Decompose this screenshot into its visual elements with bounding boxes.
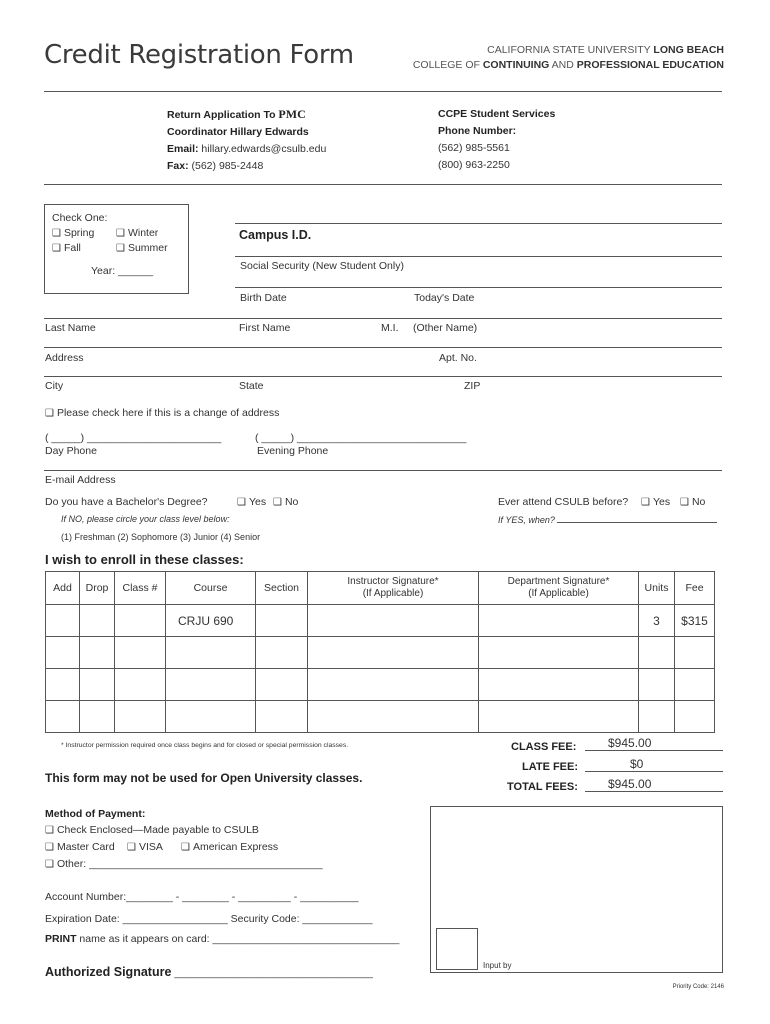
campus-id-label: Campus I.D. [239,228,312,242]
expiration-security-field[interactable]: Expiration Date: __________________ Security Code: ____________ [45,913,373,925]
input-by-box [436,928,478,970]
zip-label: ZIP [464,380,481,392]
fee-cell[interactable]: $315 [675,605,715,637]
ssn-label: Social Security (New Student Only) [240,260,404,272]
input-by-label: Input by [483,961,512,970]
page-title: Credit Registration Form [44,40,354,70]
bachelor-no-checkbox[interactable]: ❑ No [273,496,298,508]
birth-date-label: Birth Date [240,292,287,304]
campus-id-line [235,223,722,224]
last-name-label: Last Name [45,322,96,334]
payment-title: Method of Payment: [45,808,146,820]
email-line [44,470,722,471]
account-number-field[interactable]: Account Number:________ - ________ - _________ - __________ [45,891,359,903]
table-row [46,701,715,733]
if-yes-note: If YES, when? [498,514,717,525]
col-class-number: Class # [115,572,166,605]
table-row [46,637,715,669]
first-name-label: First Name [239,322,291,334]
evening-phone-label: Evening Phone [257,445,329,457]
total-fees-field[interactable]: $945.00 [585,777,723,792]
header-divider [44,91,722,92]
address-label: Address [45,352,84,364]
apt-label: Apt. No. [439,352,477,364]
bachelor-question: Do you have a Bachelor's Degree? [45,496,208,508]
col-instructor-signature: Instructor Signature* (If Applicable) [308,572,479,605]
table-footnote: * Instructor permission required once class begins and for closed or special permission classes. [61,742,349,749]
bachelor-yes-checkbox[interactable]: ❑ Yes [237,496,266,508]
col-units: Units [639,572,675,605]
winter-checkbox[interactable]: ❑ Winter [116,227,158,239]
email-label: E-mail Address [45,474,116,486]
ssn-line [235,256,722,257]
day-phone-label: Day Phone [45,445,97,457]
check-one-label: Check One: [52,212,108,224]
city-line [44,376,722,377]
col-department-signature: Department Signature* (If Applicable) [479,572,639,605]
student-services-info: CCPE Student Services Phone Number: (562) 985-5561 (800) 963-2250 [438,108,556,171]
spring-checkbox[interactable]: ❑ Spring [52,227,94,239]
col-course: Course [166,572,256,605]
attend-question: Ever attend CSULB before? [498,496,629,508]
birth-date-line [235,287,722,288]
if-no-note: If NO, please circle your class level below: [61,514,230,524]
late-fee-field[interactable]: $0 [585,757,723,772]
other-name-label: (Other Name) [413,322,478,334]
address-line [44,347,722,348]
todays-date-label: Today's Date [414,292,475,304]
year-field[interactable]: Year: ______ [91,265,154,277]
enroll-heading: I wish to enroll in these classes: [45,552,244,567]
course-cell[interactable]: CRJU 690 [166,605,256,637]
attend-no-checkbox[interactable]: ❑ No [680,496,705,508]
contact-divider [44,184,722,185]
class-levels[interactable]: (1) Freshman (2) Sophomore (3) Junior (4) Senior [61,532,261,542]
other-payment-checkbox[interactable]: ❑ Other: ________________________________________ [45,858,323,870]
print-name-field[interactable]: PRINT name as it appears on card: ________________________________ [45,933,400,945]
attend-yes-checkbox[interactable]: ❑ Yes [641,496,670,508]
col-fee: Fee [675,572,715,605]
university-name: CALIFORNIA STATE UNIVERSITY LONG BEACH COLLEGE OF CONTINUING AND PROFESSIONAL EDUCATION [412,44,724,71]
authorized-signature-field[interactable]: Authorized Signature __________________________________ [45,965,373,979]
state-label: State [239,380,264,392]
city-label: City [45,380,64,392]
table-row [46,605,715,637]
mi-label: M.I. [381,322,399,334]
col-section: Section [256,572,308,605]
return-info: Return Application To PMC Coordinator Hillary Edwards Email: hillary.edwards@csulb.edu Fax: (562) 985-2448 [167,107,327,172]
evening-phone-field[interactable]: ( _____) _____________________________ [255,432,467,444]
amex-checkbox[interactable]: ❑ American Express [181,841,278,853]
day-phone-field[interactable]: ( _____) _______________________ [45,432,222,444]
table-row [46,669,715,701]
col-drop: Drop [80,572,115,605]
name-line [44,318,722,319]
total-fees-label: TOTAL FEES: [507,781,578,793]
col-add: Add [46,572,80,605]
summer-checkbox[interactable]: ❑ Summer [116,242,168,254]
class-fee-field[interactable]: $945.00 [585,736,723,751]
visa-checkbox[interactable]: ❑ VISA [127,841,163,853]
mastercard-checkbox[interactable]: ❑ Master Card [45,841,115,853]
attend-when-field[interactable] [557,514,717,523]
class-fee-label: CLASS FEE: [511,741,577,753]
change-address-checkbox[interactable]: ❑ Please check here if this is a change of address [45,407,279,419]
open-university-notice: This form may not be used for Open University classes. [45,771,363,785]
classes-table [45,571,715,733]
check-enclosed-checkbox[interactable]: ❑ Check Enclosed—Made payable to CSULB [45,824,259,836]
priority-code: Priority Code: 2146 [672,984,724,990]
late-fee-label: LATE FEE: [522,761,579,773]
fall-checkbox[interactable]: ❑ Fall [52,242,81,254]
units-cell[interactable]: 3 [639,605,675,637]
